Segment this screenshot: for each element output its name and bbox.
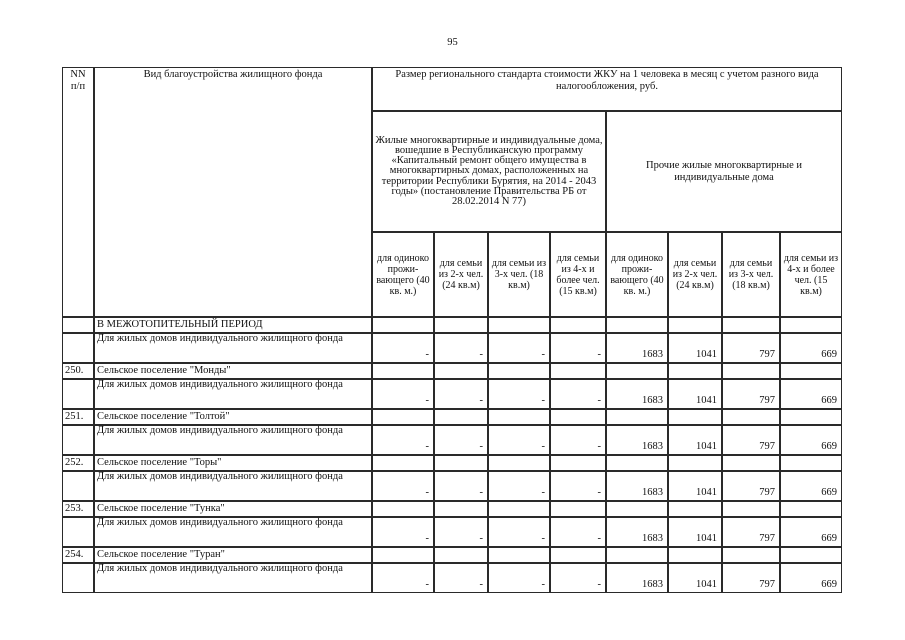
table-row-value-6 [668,471,722,501]
subheader-program-1 [372,232,434,317]
table-row-label-text: Для жилых домов индивидуального жилищного фонда [97,379,343,390]
settlement-row-value-4 [550,409,606,425]
period-empty-cell [606,317,668,333]
table-row-value-3 [488,563,550,593]
table-row-value-2-text: - [479,395,483,407]
table-row-value-7 [722,471,780,501]
subheader-other-2 [668,232,722,317]
settlement-row-value-7 [722,409,780,425]
table-row-label [94,517,372,547]
table-row-value-3 [488,517,550,547]
table-row-number [62,517,94,547]
period-label [94,317,372,333]
settlement-row-label [94,455,372,471]
period-label-text: В МЕЖОТОПИТЕЛЬНЫЙ ПЕРИОД [97,319,263,331]
settlement-row-value-7 [722,363,780,379]
settlement-row-value-2 [434,455,488,471]
table-row-value-5 [606,425,668,455]
settlement-row-value-6 [668,501,722,517]
table-row-value-3 [488,425,550,455]
subheader-other-2-text: для семьи из 2-х чел. (24 кв.м) [672,258,718,291]
settlement-row-number [62,409,94,425]
settlement-row-number-text: 252. [65,457,84,469]
table-row-value-6-text: 1041 [696,349,717,361]
header-housing-type-text: Вид благоустройства жилищного фонда [143,69,323,80]
header-group-program-houses-text: Жилые многоквартирные и индивидуальные дома, вошедшие в Республиканскую программу «Капитальный ремонт общего имущества в многоквартирных домах, расположенных на территории Республики Бурятия, на 2014 - 2043 годы» (постановление Правительства РБ от 28.02.2014 N 77) [375,134,603,207]
settlement-row-value-5 [606,409,668,425]
table-row-value-2-text: - [479,441,483,453]
table-row-value-3-text: - [541,487,545,499]
subheader-other-1 [606,232,668,317]
table-row-label-text: Для жилых домов индивидуального жилищного фонда [97,517,343,528]
header-regional-standard-text: Размер регионального стандарта стоимости ЖКУ на 1 человека в месяц с учетом разного вида налогообложения, руб. [395,69,819,92]
settlement-row-value-5 [606,501,668,517]
settlement-row-value-6 [668,363,722,379]
table-row-value-6 [668,333,722,363]
table-row-value-1-text: - [425,533,429,545]
header-group-program-houses [372,111,606,232]
header-housing-type [94,67,372,317]
table-row-value-5-text: 1683 [642,579,663,591]
subheader-program-3 [488,232,550,317]
settlement-row-value-7 [722,547,780,563]
table-row-value-4-text: - [597,533,601,545]
settlement-row-value-1 [372,455,434,471]
table-row-value-7 [722,379,780,409]
table-row-value-3-text: - [541,533,545,545]
table-row-value-1 [372,563,434,593]
table-row-value-4 [550,471,606,501]
settlement-row-label [94,501,372,517]
header-regional-standard [372,67,842,111]
table-row-number [62,563,94,593]
table-row-value-2 [434,333,488,363]
subheader-other-1-text: для одиноко прожи-вающего (40 кв. м.) [610,252,664,297]
settlement-row-number [62,501,94,517]
subheader-program-3-text: для семьи из 3-х чел. (18 кв.м) [491,258,547,291]
period-empty-cell [722,317,780,333]
table-row-value-5 [606,333,668,363]
table-row-number [62,333,94,363]
table-row-value-6 [668,379,722,409]
settlement-row-value-5 [606,455,668,471]
table-row-value-7 [722,517,780,547]
period-row-number [62,317,94,333]
settlement-row-value-6 [668,547,722,563]
settlement-row-number-text: 254. [65,549,84,561]
table-row-value-7-text: 797 [759,441,775,453]
table-row-value-4 [550,379,606,409]
settlement-row-value-1 [372,363,434,379]
table-row-value-3-text: - [541,395,545,407]
settlement-row-number [62,547,94,563]
table-row-value-7-text: 797 [759,533,775,545]
table-row-label-text: Для жилых домов индивидуального жилищного фонда [97,333,343,344]
table-row-value-7-text: 797 [759,487,775,499]
table-row-number [62,471,94,501]
table-row-value-8 [780,517,842,547]
settlement-row-number [62,455,94,471]
table-row-value-3-text: - [541,349,545,361]
table-row-value-8 [780,471,842,501]
table-row-value-2 [434,425,488,455]
subheader-program-4 [550,232,606,317]
table-row-value-2-text: - [479,349,483,361]
settlement-row-value-6 [668,409,722,425]
settlement-row-label-text: Сельское поселение "Монды" [97,365,231,377]
table-row-value-6-text: 1041 [696,487,717,499]
table-row-value-6 [668,517,722,547]
settlement-row-value-2 [434,501,488,517]
settlement-row-value-2 [434,363,488,379]
table-row-value-4 [550,563,606,593]
settlement-row-value-7 [722,455,780,471]
table-row-value-1-text: - [425,579,429,591]
subheader-program-2 [434,232,488,317]
table-row-value-1 [372,471,434,501]
table-row-label [94,563,372,593]
table-row-label-text: Для жилых домов индивидуального жилищного фонда [97,471,343,482]
table-row-value-4 [550,517,606,547]
settlement-row-label [94,363,372,379]
subheader-other-3 [722,232,780,317]
table-row-number [62,379,94,409]
table-row-value-1-text: - [425,441,429,453]
period-empty-cell [780,317,842,333]
settlement-row-label-text: Сельское поселение "Толтой" [97,411,230,423]
period-empty-cell [668,317,722,333]
table-row-value-3-text: - [541,579,545,591]
settlement-row-value-1 [372,501,434,517]
table-row-value-8-text: 669 [821,533,837,545]
table-row-value-6 [668,563,722,593]
settlement-row-value-8 [780,363,842,379]
table-row-value-7-text: 797 [759,579,775,591]
settlement-row-value-6 [668,455,722,471]
table-row-value-6-text: 1041 [696,441,717,453]
table-row-value-8-text: 669 [821,441,837,453]
settlement-row-number [62,363,94,379]
table-row-label [94,379,372,409]
subheader-other-4-text: для семьи из 4-х и более чел. (15 кв.м) [783,252,839,297]
subheader-other-4 [780,232,842,317]
settlement-row-value-4 [550,547,606,563]
period-empty-cell [488,317,550,333]
settlement-row-value-3 [488,501,550,517]
table-row-value-8-text: 669 [821,579,837,591]
table-row-value-7 [722,563,780,593]
table-row-value-7 [722,425,780,455]
table-row-value-4-text: - [597,441,601,453]
subheader-program-1-text: для одиноко прожи-вающего (40 кв. м.) [376,252,430,297]
table-row-value-1-text: - [425,349,429,361]
table-row-value-1 [372,379,434,409]
table-row-value-6-text: 1041 [696,533,717,545]
table-row-value-8-text: 669 [821,349,837,361]
period-empty-cell [550,317,606,333]
settlement-row-value-4 [550,501,606,517]
table-row-value-4-text: - [597,487,601,499]
settlement-row-value-3 [488,547,550,563]
table-row-value-5-text: 1683 [642,441,663,453]
settlement-row-number-text: 253. [65,503,84,515]
table-row-value-2-text: - [479,579,483,591]
table-row-value-5 [606,379,668,409]
table-row-value-7-text: 797 [759,395,775,407]
table-row-value-3-text: - [541,441,545,453]
settlement-row-value-5 [606,547,668,563]
table-row-label [94,425,372,455]
table-row-value-1 [372,517,434,547]
table-row-label [94,471,372,501]
table-row-value-3 [488,333,550,363]
table-row-value-5-text: 1683 [642,487,663,499]
table-row-value-1-text: - [425,395,429,407]
table-row-value-4 [550,425,606,455]
settlement-row-label-text: Сельское поселение "Туран" [97,549,225,561]
period-empty-cell [434,317,488,333]
settlement-row-value-8 [780,501,842,517]
table-row-value-6-text: 1041 [696,395,717,407]
settlement-row-value-3 [488,363,550,379]
subheader-other-3-text: для семьи из 3-х чел. (18 кв.м) [728,258,774,291]
table-row-value-8 [780,333,842,363]
settlement-row-value-4 [550,455,606,471]
table-row-value-8 [780,379,842,409]
settlement-row-label [94,547,372,563]
table-row-value-1-text: - [425,487,429,499]
settlement-row-value-7 [722,501,780,517]
table-row-value-5 [606,471,668,501]
settlement-row-label-text: Сельское поселение "Тунка" [97,503,225,515]
table-row-value-8 [780,425,842,455]
table-row-value-1 [372,425,434,455]
table-row-value-2 [434,517,488,547]
table-row-value-5-text: 1683 [642,533,663,545]
settlement-row-label [94,409,372,425]
header-group-other-houses-text: Прочие жилые многоквартирные и индивидуальные дома [646,159,802,183]
subheader-program-2-text: для семьи из 2-х чел. (24 кв.м) [438,258,484,291]
table-row-number [62,425,94,455]
table-row-value-6 [668,425,722,455]
table-row-label-text: Для жилых домов индивидуального жилищного фонда [97,425,343,436]
table-row-value-5-text: 1683 [642,349,663,361]
table-row-value-8 [780,563,842,593]
settlement-row-value-3 [488,409,550,425]
settlement-row-value-1 [372,547,434,563]
header-group-other-houses [606,111,842,232]
settlement-row-label-text: Сельское поселение "Торы" [97,457,222,469]
table-row-value-2 [434,379,488,409]
table-row-value-2 [434,471,488,501]
table-row-label-text: Для жилых домов индивидуального жилищного фонда [97,563,343,574]
settlement-row-value-8 [780,547,842,563]
table-row-value-7 [722,333,780,363]
page-number: 95 [447,37,458,48]
table-row-value-8-text: 669 [821,395,837,407]
header-number [62,67,94,317]
table-row-value-4-text: - [597,395,601,407]
settlement-row-value-8 [780,409,842,425]
table-row-value-6-text: 1041 [696,579,717,591]
settlement-row-value-2 [434,409,488,425]
table-row-value-2-text: - [479,533,483,545]
settlement-row-number-text: 250. [65,365,84,377]
period-empty-cell [372,317,434,333]
table-row-value-4-text: - [597,579,601,591]
table-row-value-4-text: - [597,349,601,361]
table-row-value-2-text: - [479,487,483,499]
settlement-row-value-2 [434,547,488,563]
table-row-value-3 [488,379,550,409]
table-row-value-2 [434,563,488,593]
subheader-program-4-text: для семьи из 4-х и более чел. (15 кв.м) [556,252,600,297]
table-row-value-8-text: 669 [821,487,837,499]
settlement-row-value-8 [780,455,842,471]
table-row-value-7-text: 797 [759,349,775,361]
settlement-row-number-text: 251. [65,411,84,423]
table-row-value-4 [550,333,606,363]
header-number-text: NN п/п [70,69,86,92]
table-row-value-3 [488,471,550,501]
settlement-row-value-5 [606,363,668,379]
table-row-value-1 [372,333,434,363]
table-row-value-5 [606,517,668,547]
table-row-value-5-text: 1683 [642,395,663,407]
settlement-row-value-1 [372,409,434,425]
settlement-row-value-4 [550,363,606,379]
settlement-row-value-3 [488,455,550,471]
table-row-value-5 [606,563,668,593]
table-row-label [94,333,372,363]
